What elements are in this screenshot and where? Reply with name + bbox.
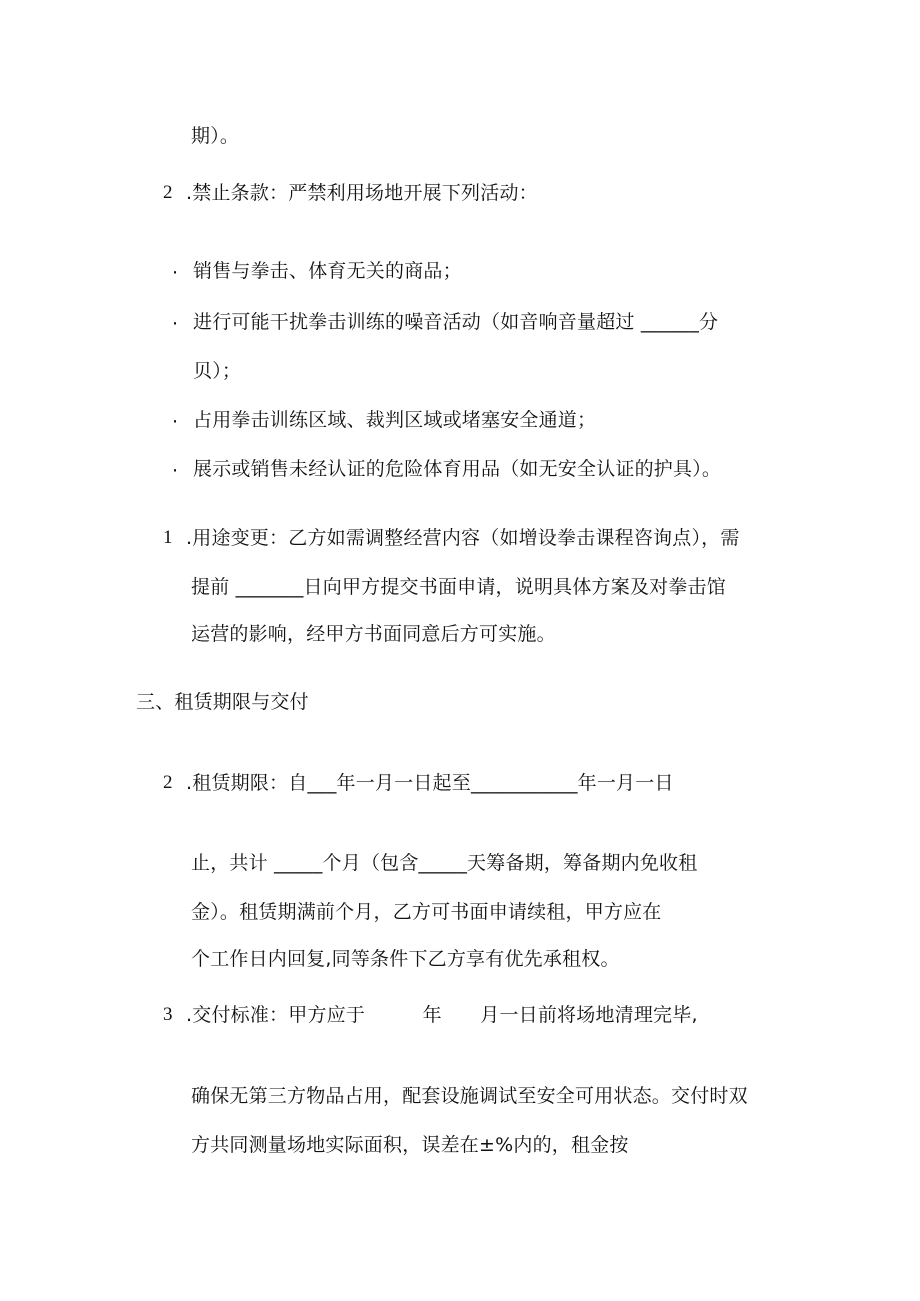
clause-number: 3 bbox=[163, 1004, 173, 1025]
clause-delivery-line: 方共同测量场地实际面积，误差在±%内的，租金按 bbox=[191, 1134, 629, 1156]
clause-lease-term: .租赁期限：自___年一月一日起至___________年一月一日 bbox=[186, 772, 674, 794]
clause-prohibitions: .禁止条款：严禁利用场地开展下列活动： bbox=[186, 182, 538, 204]
clause-usage-change: .用途变更：乙方如需调整经营内容（如增设拳击课程咨询点），需 bbox=[186, 527, 740, 549]
clause-delivery: .交付标准：甲方应于 年 月一日前将场地清理完毕, bbox=[186, 1004, 698, 1026]
clause-lease-term-line: 金）。租赁期满前个月，乙方可书面申请续租，甲方应在 bbox=[191, 901, 662, 923]
bullet-item-continuation: 贝）； bbox=[193, 360, 242, 382]
clause-number: 2 bbox=[163, 772, 173, 793]
clause-lease-term-line: 止，共计 _____个月（包含_____天筹备期，筹备期内免收租 bbox=[191, 852, 698, 874]
bullet-mark: · bbox=[172, 313, 179, 335]
clause-number: 1 bbox=[163, 527, 173, 548]
clause-delivery-line: 确保无第三方物品占用，配套设施调试至安全可用状态。交付时双 bbox=[191, 1085, 748, 1107]
bullet-item: 进行可能干扰拳击训练的噪音活动（如音响音量超过 ______分 bbox=[193, 311, 719, 333]
bullet-item: 销售与拳击、体育无关的商品； bbox=[193, 260, 462, 282]
bullet-mark: · bbox=[172, 460, 179, 482]
clause-usage-change-line: 运营的影响，经甲方书面同意后方可实施。 bbox=[191, 623, 556, 645]
bullet-mark: · bbox=[172, 411, 179, 433]
paragraph-continuation: 期）。 bbox=[191, 125, 240, 147]
bullet-item: 占用拳击训练区域、裁判区域或堵塞安全通道； bbox=[193, 409, 597, 431]
bullet-item: 展示或销售未经认证的危险体育用品（如无安全认证的护具）。 bbox=[193, 458, 722, 480]
clause-number: 2 bbox=[163, 182, 173, 203]
section-heading: 三、租赁期限与交付 bbox=[136, 691, 309, 713]
clause-usage-change-line: 提前 _______日向甲方提交书面申请，说明具体方案及对拳击馆 bbox=[191, 576, 726, 598]
clause-lease-term-line: 个工作日内回复,同等条件下乙方享有优先承租权。 bbox=[191, 948, 620, 970]
bullet-mark: · bbox=[172, 262, 179, 284]
